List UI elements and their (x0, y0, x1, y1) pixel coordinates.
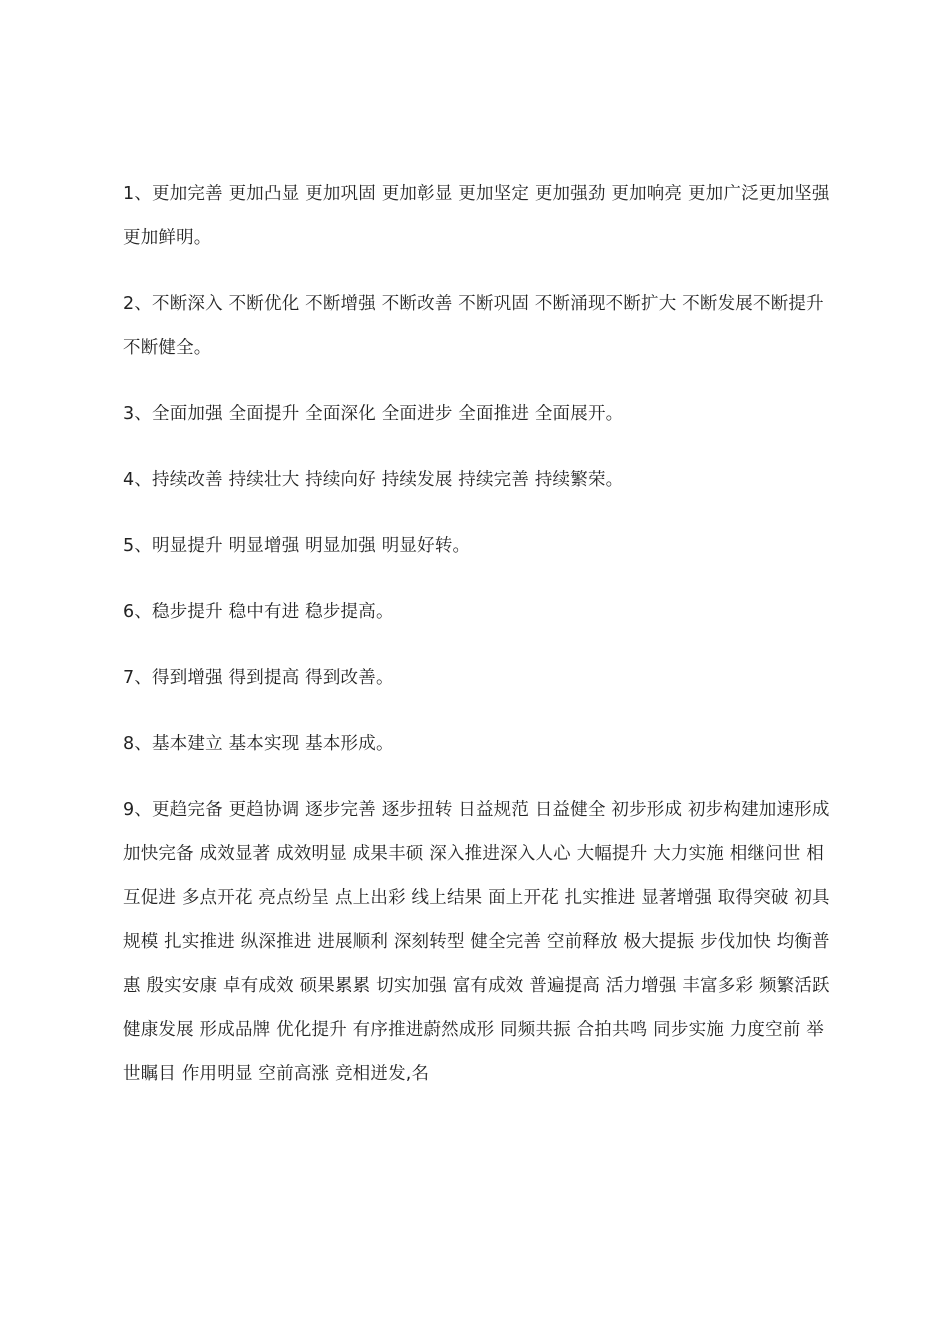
document-body (123, 172, 835, 1118)
paragraph-item-8: 8、基本建立 基本实现 基本形成。 (123, 734, 394, 754)
paragraph-item-7: 7、得到增强 得到提高 得到改善。 (123, 668, 394, 688)
paragraph-item-9: 9、更趋完备 更趋协调 逐步完善 逐步扭转 日益规范 日益健全 初步形成 初步构建加速形成 加快完备 成效显著 成效明显 成果丰硕 深入推进深入人心 大幅提升 大力实施 相继问世 相互促进 多点开花 亮点纷呈 点上出彩 线上结果 面上开花 扎实推进 显著增强 取得突破 初具规模 扎实推进 纵深推进 进展顺利 深刻转型 健全完善 空前释放 极大提振 步伐加快 均衡普惠 殷实安康 卓有成效 硕果累累 切实加强 富有成效 普遍提高 活力增强 丰富多彩 频繁活跃 健康发展 形成品牌 优化提升 有序推进蔚然成形 同频共振 合拍共鸣 同步实施 力度空前 举世瞩目 作用明显 空前高涨 竞相迸发,名 (123, 800, 830, 1084)
paragraph-item-2: 2、不断深入 不断优化 不断增强 不断改善 不断巩固 不断涌现不断扩大 不断发展不断提升 不断健全。 (123, 294, 824, 358)
paragraph-item-3: 3、全面加强 全面提升 全面深化 全面进步 全面推进 全面展开。 (123, 404, 624, 424)
paragraph-item-6: 6、稳步提升 稳中有进 稳步提高。 (123, 602, 394, 622)
paragraph-item-4: 4、持续改善 持续壮大 持续向好 持续发展 持续完善 持续繁荣。 (123, 470, 624, 490)
paragraph-item-1: 1、更加完善 更加凸显 更加巩固 更加彰显 更加坚定 更加强劲 更加响亮 更加广泛更加坚强 更加鲜明。 (123, 184, 830, 248)
paragraph-item-5: 5、明显提升 明显增强 明显加强 明显好转。 (123, 536, 471, 556)
